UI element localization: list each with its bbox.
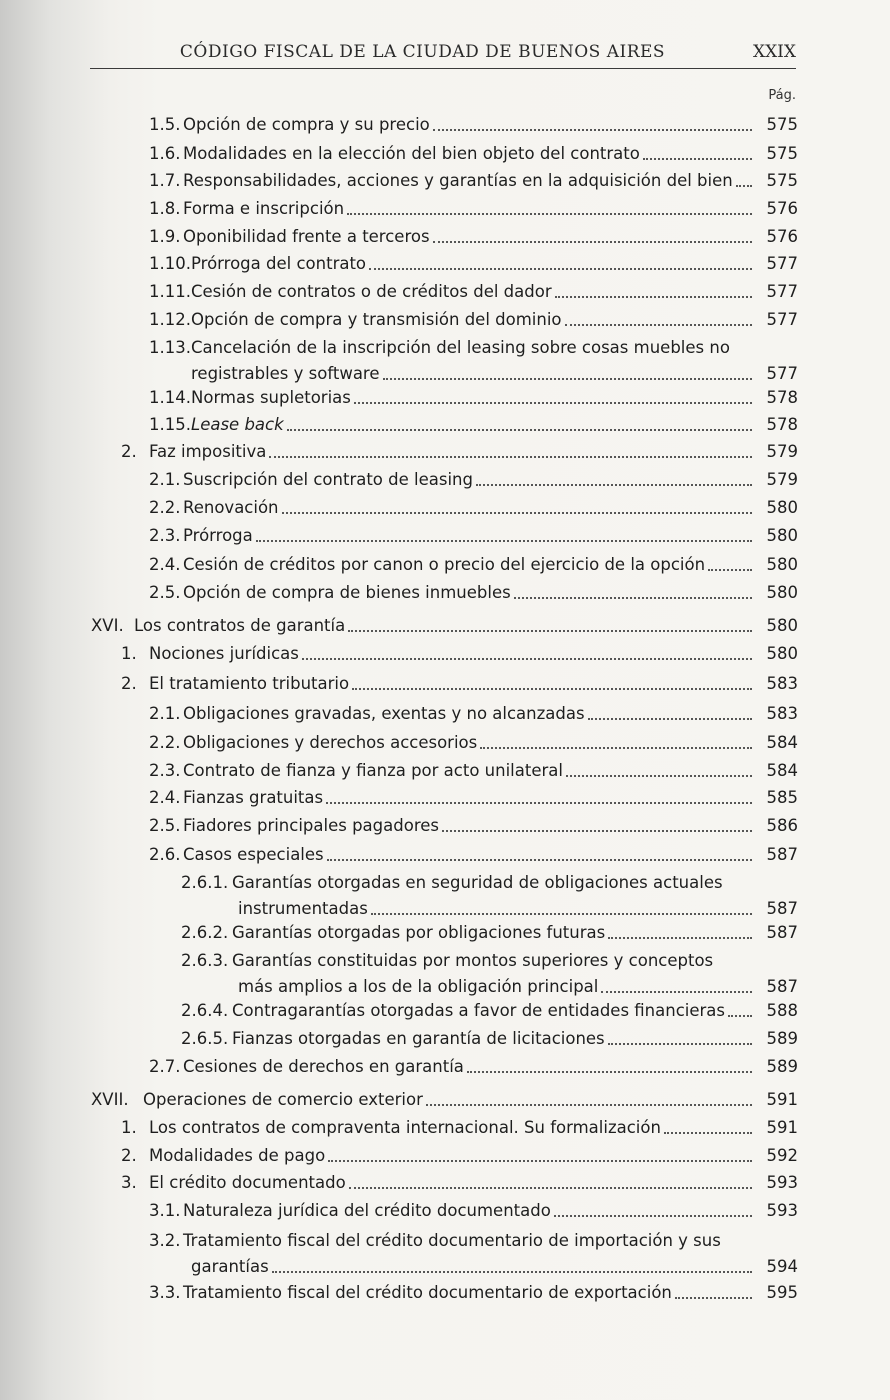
toc-entry-title-line bbox=[183, 1282, 758, 1304]
toc-entry-title-line bbox=[183, 198, 758, 220]
toc-entry-title: Cancelación de la inscripción del leasing sobre cosas muebles no bbox=[191, 338, 730, 357]
toc-entry-title-line bbox=[183, 844, 758, 866]
toc-entry-page: 587 bbox=[766, 977, 798, 996]
toc-entry-title-line bbox=[183, 582, 758, 604]
dot-leader bbox=[566, 775, 752, 777]
toc-entry-number: 2.6.3. bbox=[181, 951, 229, 970]
toc-entry-title: Tratamiento fiscal del crédito documentario de exportación bbox=[183, 1283, 672, 1302]
toc-entry-page: 580 bbox=[766, 498, 798, 517]
toc-entry-page: 583 bbox=[766, 704, 798, 723]
toc-entry-number: 2. bbox=[121, 674, 137, 693]
toc-entry-number: 1.14. bbox=[149, 388, 191, 407]
dot-leader bbox=[347, 213, 752, 215]
toc-entry-title: Prórroga del contrato bbox=[191, 254, 367, 273]
dot-leader bbox=[480, 747, 752, 749]
toc-entry-number: 1.6. bbox=[149, 144, 181, 163]
toc-entry-number: 1.13. bbox=[149, 338, 191, 357]
dot-leader bbox=[442, 830, 752, 832]
toc-entry bbox=[0, 198, 890, 226]
toc-entry-title-line bbox=[149, 441, 758, 463]
dot-leader bbox=[327, 859, 752, 861]
toc-entry bbox=[0, 815, 890, 843]
toc-entry-number: 3.2. bbox=[149, 1231, 181, 1250]
toc-entry-page: 578 bbox=[766, 415, 798, 434]
dot-leader bbox=[371, 913, 752, 915]
toc-entry-number: 1.7. bbox=[149, 171, 181, 190]
toc-entry-page: 589 bbox=[766, 1029, 798, 1048]
toc-entry bbox=[0, 1000, 890, 1028]
toc-entry-title: Casos especiales bbox=[183, 845, 324, 864]
toc-entry-title: Oponibilidad frente a terceros bbox=[183, 227, 430, 246]
dot-leader bbox=[256, 540, 752, 542]
toc-entry-number: 2.6.5. bbox=[181, 1029, 229, 1048]
dot-leader bbox=[383, 378, 752, 380]
header-title: CÓDIGO FISCAL DE LA CIUDAD DE BUENOS AIRES bbox=[179, 42, 666, 62]
toc-entry-title-line bbox=[183, 787, 758, 809]
dot-leader bbox=[348, 630, 752, 632]
toc-entry-number: 2.6.1. bbox=[181, 873, 229, 892]
toc-entry-title-line bbox=[191, 1256, 758, 1278]
toc-entry-title-line bbox=[183, 143, 758, 165]
toc-entry-title-continuation: garantías bbox=[191, 1257, 269, 1276]
toc-entry-title: Modalidades en la elección del bien objeto del contrato bbox=[183, 144, 640, 163]
toc-entry-title: Forma e inscripción bbox=[183, 199, 345, 218]
toc-entry bbox=[0, 643, 890, 671]
toc-entry bbox=[0, 1117, 890, 1145]
toc-entry-title: Faz impositiva bbox=[149, 442, 267, 461]
dot-leader bbox=[269, 456, 752, 458]
toc-entry-page: 593 bbox=[766, 1201, 798, 1220]
dot-leader bbox=[326, 802, 752, 804]
toc-entry-title: El tratamiento tributario bbox=[149, 674, 350, 693]
dot-leader bbox=[588, 718, 752, 720]
toc-entry-number: 1. bbox=[121, 644, 137, 663]
toc-entry-page: 589 bbox=[766, 1057, 798, 1076]
toc-entry bbox=[0, 732, 890, 760]
toc-entry bbox=[0, 582, 890, 610]
dot-leader bbox=[354, 402, 752, 404]
toc-entry-title-line bbox=[191, 363, 758, 385]
dot-leader bbox=[708, 569, 752, 571]
toc-entry bbox=[0, 554, 890, 582]
dot-leader bbox=[555, 296, 752, 298]
dot-leader bbox=[728, 1015, 752, 1017]
toc-entry-page: 584 bbox=[766, 733, 798, 752]
dot-leader bbox=[565, 324, 752, 326]
toc-entry bbox=[0, 1200, 890, 1228]
toc-entry-number: 2. bbox=[121, 1146, 137, 1165]
toc-entry-page: 577 bbox=[766, 282, 798, 301]
toc-entry bbox=[0, 615, 890, 643]
toc-entry bbox=[0, 497, 890, 525]
toc-entry bbox=[0, 525, 890, 553]
toc-entry bbox=[0, 226, 890, 254]
toc-entry bbox=[0, 872, 890, 924]
toc-entry-page: 588 bbox=[766, 1001, 798, 1020]
dot-leader bbox=[675, 1297, 752, 1299]
toc-entry bbox=[0, 170, 890, 198]
toc-entry-title-line bbox=[232, 1000, 758, 1022]
toc-entry-number: 1.11. bbox=[149, 282, 191, 301]
toc-entry-title: Suscripción del contrato de leasing bbox=[183, 470, 473, 489]
toc-entry-number: 1.15. bbox=[149, 415, 191, 434]
toc-entry-title-line bbox=[149, 1117, 758, 1139]
toc-entry-title-continuation: más amplios a los de la obligación principal bbox=[238, 977, 599, 996]
toc-entry-number: 1.8. bbox=[149, 199, 181, 218]
toc-entry bbox=[0, 1145, 890, 1173]
toc-entry-number: 1.10. bbox=[149, 254, 191, 273]
toc-entry-title: Cesión de contratos o de créditos del dador bbox=[191, 282, 552, 301]
toc-entry-title-continuation: instrumentadas bbox=[238, 899, 368, 918]
toc-entry-number: 1.12. bbox=[149, 310, 191, 329]
toc-entry-number: 2.2. bbox=[149, 498, 181, 517]
dot-leader bbox=[608, 937, 752, 939]
toc-entry-number: 2.6. bbox=[149, 845, 181, 864]
toc-entry-title-line bbox=[191, 309, 758, 331]
toc-entry bbox=[0, 1028, 890, 1056]
toc-entry-page: 577 bbox=[766, 254, 798, 273]
toc-entry-title-line bbox=[183, 170, 758, 192]
toc-entry-title: Modalidades de pago bbox=[149, 1146, 326, 1165]
toc-entry bbox=[0, 469, 890, 497]
toc-entry-title: Contragarantías otorgadas a favor de entidades financieras bbox=[232, 1001, 726, 1020]
toc-entry-number: 2.1. bbox=[149, 704, 181, 723]
toc-entry-number: 2.1. bbox=[149, 470, 181, 489]
toc-entry-number: 3.1. bbox=[149, 1201, 181, 1220]
toc-entry-title: Normas supletorias bbox=[191, 388, 351, 407]
toc-entry-title-line bbox=[183, 469, 758, 491]
toc-entry bbox=[0, 1172, 890, 1200]
toc-entry bbox=[0, 1089, 890, 1117]
toc-entry-title: Operaciones de comercio exterior bbox=[143, 1090, 423, 1109]
toc-entry-page: 580 bbox=[766, 526, 798, 545]
toc-entry-page: 594 bbox=[766, 1257, 798, 1276]
toc-entry bbox=[0, 1056, 890, 1084]
toc-entry-number: 2.6.4. bbox=[181, 1001, 229, 1020]
toc-entry-title: Renovación bbox=[183, 498, 279, 517]
toc-entry-title-line bbox=[191, 387, 758, 409]
dot-leader bbox=[608, 1043, 752, 1045]
toc-entry-title: Garantías otorgadas en seguridad de obligaciones actuales bbox=[232, 873, 723, 892]
toc-entry-title: Tratamiento fiscal del crédito documentario de importación y sus bbox=[183, 1231, 721, 1250]
toc-entry-title-line bbox=[183, 497, 758, 519]
toc-entry bbox=[0, 441, 890, 469]
toc-entry-page: 580 bbox=[766, 555, 798, 574]
toc-entry-page: 577 bbox=[766, 364, 798, 383]
toc-entry-title-line bbox=[134, 615, 758, 637]
dot-leader bbox=[302, 658, 752, 660]
dot-leader bbox=[514, 597, 752, 599]
toc-entry-page: 575 bbox=[766, 171, 798, 190]
toc-entry-title: Opción de compra y transmisión del dominio bbox=[191, 310, 562, 329]
dot-leader bbox=[282, 512, 752, 514]
dot-leader bbox=[328, 1160, 752, 1162]
toc-entry-title-line bbox=[191, 414, 758, 436]
toc-entry-title: Garantías otorgadas por obligaciones futuras bbox=[232, 923, 606, 942]
toc-entry-title: Fianzas gratuitas bbox=[183, 788, 324, 807]
toc-entry-page: 580 bbox=[766, 616, 798, 635]
dot-leader bbox=[287, 429, 752, 431]
toc-entry-page: 578 bbox=[766, 388, 798, 407]
toc-entry-title: Responsabilidades, acciones y garantías en la adquisición del bien bbox=[183, 171, 733, 190]
toc-entry-number: 3. bbox=[121, 1173, 137, 1192]
toc-entry-title: Cesiones de derechos en garantía bbox=[183, 1057, 464, 1076]
toc-entry-title: Nociones jurídicas bbox=[149, 644, 299, 663]
dot-leader bbox=[349, 1187, 752, 1189]
toc-entry-title: Lease back bbox=[191, 415, 284, 434]
toc-entry bbox=[0, 143, 890, 171]
toc-entry-title: Garantías constituidas por montos superiores y conceptos bbox=[232, 951, 714, 970]
toc-entry-number: 2.5. bbox=[149, 816, 181, 835]
toc-entry-title: Fianzas otorgadas en garantía de licitaciones bbox=[232, 1029, 605, 1048]
toc-entry-title: Los contratos de garantía bbox=[134, 616, 346, 635]
toc-entry-title-line bbox=[149, 673, 758, 695]
toc-entry-title-line bbox=[183, 1056, 758, 1078]
toc-entry-page: 580 bbox=[766, 644, 798, 663]
toc-entry-title-line bbox=[149, 1172, 758, 1194]
toc-entry-page: 591 bbox=[766, 1118, 798, 1137]
toc-entry-page: 591 bbox=[766, 1090, 798, 1109]
toc-entry-page: 593 bbox=[766, 1173, 798, 1192]
toc-entry-page: 595 bbox=[766, 1283, 798, 1302]
toc-entry bbox=[0, 844, 890, 872]
toc-entry-page: 587 bbox=[766, 845, 798, 864]
toc-entry-page: 575 bbox=[766, 144, 798, 163]
toc-entry-page: 583 bbox=[766, 674, 798, 693]
toc-entry-title-line bbox=[149, 1145, 758, 1167]
toc-entry bbox=[0, 703, 890, 731]
toc-entry-title-line bbox=[183, 525, 758, 547]
toc-entry-number: 2.2. bbox=[149, 733, 181, 752]
toc-entry bbox=[0, 337, 890, 389]
toc-entry-number: 2.4. bbox=[149, 555, 181, 574]
toc-entry-title: Fiadores principales pagadores bbox=[183, 816, 439, 835]
toc-entry-page: 580 bbox=[766, 583, 798, 602]
toc-entry-page: 587 bbox=[766, 923, 798, 942]
dot-leader bbox=[476, 484, 752, 486]
toc-entry-title-continuation: registrables y software bbox=[191, 364, 380, 383]
toc-entry bbox=[0, 414, 890, 442]
toc-entry-number: 3.3. bbox=[149, 1283, 181, 1302]
toc-entry-number: 2.3. bbox=[149, 761, 181, 780]
dot-leader bbox=[601, 991, 752, 993]
toc-entry-title-line bbox=[183, 703, 758, 725]
toc-entry-title-line bbox=[183, 114, 758, 136]
toc-entry-title-line bbox=[183, 732, 758, 754]
dot-leader bbox=[433, 129, 752, 131]
toc-entry bbox=[0, 281, 890, 309]
toc-entry-title: El crédito documentado bbox=[149, 1173, 346, 1192]
toc-entry-title-line bbox=[149, 643, 758, 665]
toc-entry bbox=[0, 387, 890, 415]
dot-leader bbox=[736, 185, 752, 187]
toc-entry-title-line bbox=[191, 281, 758, 303]
toc-entry-title-line bbox=[232, 1028, 758, 1050]
toc-entry-page: 587 bbox=[766, 899, 798, 918]
toc-entry-number: 2.4. bbox=[149, 788, 181, 807]
toc-entry-page: 576 bbox=[766, 227, 798, 246]
dot-leader bbox=[433, 241, 752, 243]
dot-leader bbox=[643, 158, 752, 160]
toc-entry-title-line bbox=[183, 815, 758, 837]
dot-leader bbox=[664, 1132, 752, 1134]
toc-entry bbox=[0, 922, 890, 950]
toc-entry-page: 579 bbox=[766, 442, 798, 461]
dot-leader bbox=[352, 688, 752, 690]
toc-entry bbox=[0, 950, 890, 1002]
toc-entry bbox=[0, 309, 890, 337]
toc-entry-title: Obligaciones y derechos accesorios bbox=[183, 733, 478, 752]
toc-entry-page: 585 bbox=[766, 788, 798, 807]
toc-entry bbox=[0, 114, 890, 142]
toc-entry-number: 1.5. bbox=[149, 115, 181, 134]
toc-entry-number: 2.6.2. bbox=[181, 923, 229, 942]
page-column-label: Pág. bbox=[768, 88, 796, 103]
toc-entry-page: 592 bbox=[766, 1146, 798, 1165]
toc-entry-page: 584 bbox=[766, 761, 798, 780]
toc-entry bbox=[0, 1230, 890, 1282]
toc-entry-page: 576 bbox=[766, 199, 798, 218]
toc-entry-title-line bbox=[183, 1200, 758, 1222]
toc-entry-page: 577 bbox=[766, 310, 798, 329]
toc-entry-title: Naturaleza jurídica del crédito documentado bbox=[183, 1201, 551, 1220]
toc-entry-title-line bbox=[183, 760, 758, 782]
toc-entry bbox=[0, 787, 890, 815]
toc-entry-title-line bbox=[191, 253, 758, 275]
dot-leader bbox=[467, 1071, 752, 1073]
toc-entry-title-line bbox=[238, 976, 758, 998]
toc-entry-title-line bbox=[238, 898, 758, 920]
toc-entry-number: 2. bbox=[121, 442, 137, 461]
toc-entry-title-line bbox=[183, 226, 758, 248]
toc-entry bbox=[0, 1282, 890, 1310]
toc-entry bbox=[0, 253, 890, 281]
toc-entry-number: 1. bbox=[121, 1118, 137, 1137]
toc-entry-number: 2.5. bbox=[149, 583, 181, 602]
toc-entry-number: 1.9. bbox=[149, 227, 181, 246]
dot-leader bbox=[369, 268, 752, 270]
toc-entry-title: Opción de compra y su precio bbox=[183, 115, 430, 134]
toc-entry-title: Opción de compra de bienes inmuebles bbox=[183, 583, 511, 602]
toc-entry-title-line bbox=[232, 922, 758, 944]
toc-entry-title-line bbox=[143, 1089, 758, 1111]
toc-entry-number: XVII. bbox=[91, 1090, 129, 1109]
dot-leader bbox=[554, 1215, 752, 1217]
dot-leader bbox=[426, 1104, 752, 1106]
toc-entry-page: 579 bbox=[766, 470, 798, 489]
toc-entry-number: XVI. bbox=[91, 616, 124, 635]
toc-entry-title: Contrato de fianza y fianza por acto unilateral bbox=[183, 761, 563, 780]
toc-entry-number: 2.3. bbox=[149, 526, 181, 545]
toc-entry bbox=[0, 673, 890, 701]
header-page-number: XXIX bbox=[752, 42, 796, 62]
toc-entry-title: Obligaciones gravadas, exentas y no alcanzadas bbox=[183, 704, 585, 723]
dot-leader bbox=[272, 1271, 752, 1273]
toc-entry-title-line bbox=[183, 554, 758, 576]
toc-entry-title: Prórroga bbox=[183, 526, 253, 545]
toc-entry bbox=[0, 760, 890, 788]
toc-entry-title: Los contratos de compraventa internacional. Su formalización bbox=[149, 1118, 661, 1137]
toc-entry-page: 586 bbox=[766, 816, 798, 835]
toc-entry-number: 2.7. bbox=[149, 1057, 181, 1076]
toc-entry-title: Cesión de créditos por canon o precio del ejercicio de la opción bbox=[183, 555, 706, 574]
toc-entry-page: 575 bbox=[766, 115, 798, 134]
running-header bbox=[90, 40, 796, 69]
